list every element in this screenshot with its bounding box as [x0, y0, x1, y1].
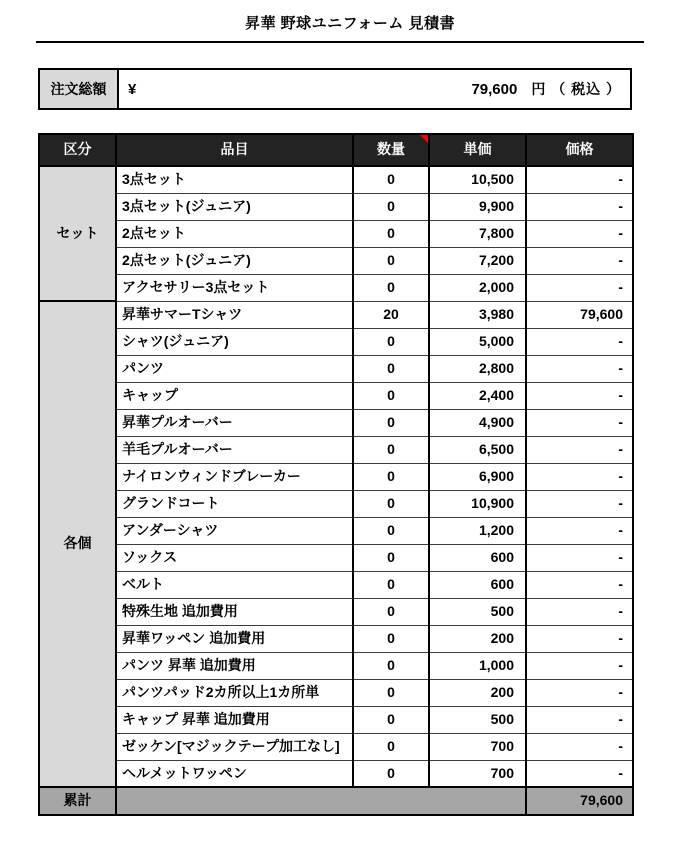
col-header-quantity[interactable]	[353, 134, 429, 166]
table-row	[39, 760, 633, 787]
item-name-cell: キャップ	[116, 382, 353, 409]
quantity-cell[interactable]: 0	[353, 706, 429, 733]
unit-price-cell: 200	[429, 625, 526, 652]
item-name-cell: ヘルメットワッペン	[116, 760, 353, 787]
item-name-cell: 2点セット(ジュニア)	[116, 247, 353, 274]
item-name-cell: 2点セット	[116, 220, 353, 247]
price-cell: -	[526, 517, 633, 544]
order-total-unit: 円 （ 税込 ）	[531, 81, 621, 97]
price-cell: -	[526, 382, 633, 409]
quantity-cell[interactable]: 0	[353, 247, 429, 274]
price-cell: -	[526, 571, 633, 598]
order-total-amount: 79,600	[471, 80, 518, 98]
order-total-value	[119, 70, 630, 108]
quantity-cell[interactable]: 0	[353, 166, 429, 193]
item-name-cell: 特殊生地 追加費用	[116, 598, 353, 625]
price-cell: 79,600	[526, 301, 633, 328]
category-cell: 各個	[39, 301, 116, 787]
unit-price-cell: 7,800	[429, 220, 526, 247]
price-cell: -	[526, 463, 633, 490]
quantity-cell[interactable]: 0	[353, 220, 429, 247]
price-cell: -	[526, 625, 633, 652]
price-cell: -	[526, 706, 633, 733]
page-title: 昇華 野球ユニフォーム 見積書	[244, 15, 456, 32]
unit-price-cell: 5,000	[429, 328, 526, 355]
quantity-cell[interactable]: 0	[353, 193, 429, 220]
quantity-cell[interactable]: 0	[353, 409, 429, 436]
item-name-cell: ゼッケン[マジックテープ加工なし]	[116, 733, 353, 760]
price-cell: -	[526, 220, 633, 247]
table-row	[39, 193, 633, 220]
quantity-cell[interactable]: 0	[353, 544, 429, 571]
table-row	[39, 517, 633, 544]
price-cell: -	[526, 247, 633, 274]
quantity-cell[interactable]: 0	[353, 355, 429, 382]
quantity-cell[interactable]: 0	[353, 328, 429, 355]
comment-indicator-icon	[420, 135, 428, 143]
item-name-cell: 昇華ワッペン 追加費用	[116, 625, 353, 652]
table-row	[39, 463, 633, 490]
col-header-item: 品目	[116, 134, 353, 166]
table-row	[39, 247, 633, 274]
table-row	[39, 490, 633, 517]
item-name-cell: シャツ(ジュニア)	[116, 328, 353, 355]
unit-price-cell: 3,980	[429, 301, 526, 328]
footer-total-cell: 79,600	[526, 787, 633, 815]
unit-price-cell: 9,900	[429, 193, 526, 220]
quantity-cell[interactable]: 0	[353, 625, 429, 652]
item-name-cell: 3点セット	[116, 166, 353, 193]
item-name-cell: アンダーシャツ	[116, 517, 353, 544]
unit-price-cell: 700	[429, 733, 526, 760]
item-name-cell: パンツパッド2カ所以上1カ所単	[116, 679, 353, 706]
quantity-cell[interactable]: 0	[353, 517, 429, 544]
estimate-table-body	[39, 166, 633, 787]
quantity-cell[interactable]: 0	[353, 652, 429, 679]
table-row	[39, 625, 633, 652]
table-row	[39, 706, 633, 733]
unit-price-cell: 500	[429, 706, 526, 733]
item-name-cell: ベルト	[116, 571, 353, 598]
price-cell: -	[526, 166, 633, 193]
table-row	[39, 598, 633, 625]
quantity-cell[interactable]: 0	[353, 598, 429, 625]
table-row	[39, 544, 633, 571]
unit-price-cell: 10,900	[429, 490, 526, 517]
table-row	[39, 301, 633, 328]
unit-price-cell: 700	[429, 760, 526, 787]
quantity-cell[interactable]: 0	[353, 760, 429, 787]
footer-label-cell: 累計	[39, 787, 116, 815]
unit-price-cell: 2,800	[429, 355, 526, 382]
table-row	[39, 328, 633, 355]
quantity-cell[interactable]: 0	[353, 571, 429, 598]
table-row	[39, 382, 633, 409]
price-cell: -	[526, 760, 633, 787]
col-header-price: 価格	[526, 134, 633, 166]
price-cell: -	[526, 733, 633, 760]
price-cell: -	[526, 328, 633, 355]
unit-price-cell: 7,200	[429, 247, 526, 274]
item-name-cell: ソックス	[116, 544, 353, 571]
unit-price-cell: 200	[429, 679, 526, 706]
table-row	[39, 733, 633, 760]
price-cell: -	[526, 355, 633, 382]
unit-price-cell: 6,900	[429, 463, 526, 490]
item-name-cell: 羊毛プルオーバー	[116, 436, 353, 463]
col-header-unit-price: 単価	[429, 134, 526, 166]
quantity-cell[interactable]: 20	[353, 301, 429, 328]
unit-price-cell: 1,200	[429, 517, 526, 544]
price-cell: -	[526, 193, 633, 220]
table-row	[39, 166, 633, 193]
unit-price-cell: 6,500	[429, 436, 526, 463]
col-header-category: 区分	[39, 134, 116, 166]
quantity-cell[interactable]: 0	[353, 679, 429, 706]
unit-price-cell: 600	[429, 544, 526, 571]
col-header-quantity-label: 数量	[377, 141, 405, 158]
quantity-cell[interactable]: 0	[353, 382, 429, 409]
item-name-cell: グランドコート	[116, 490, 353, 517]
price-cell: -	[526, 652, 633, 679]
table-row	[39, 409, 633, 436]
price-cell: -	[526, 436, 633, 463]
quantity-cell[interactable]: 0	[353, 490, 429, 517]
unit-price-cell: 2,400	[429, 382, 526, 409]
price-cell: -	[526, 274, 633, 301]
price-cell: -	[526, 490, 633, 517]
unit-price-cell: 600	[429, 571, 526, 598]
order-total-box	[38, 68, 632, 110]
item-name-cell: 3点セット(ジュニア)	[116, 193, 353, 220]
order-total-label: 注文総額	[40, 70, 119, 108]
item-name-cell: ナイロンウィンドブレーカー	[116, 463, 353, 490]
quantity-cell[interactable]: 0	[353, 463, 429, 490]
price-cell: -	[526, 679, 633, 706]
currency-symbol: ¥	[128, 80, 137, 98]
table-row	[39, 571, 633, 598]
table-row	[39, 274, 633, 301]
unit-price-cell: 4,900	[429, 409, 526, 436]
item-name-cell: アクセサリー3点セット	[116, 274, 353, 301]
quantity-cell[interactable]: 0	[353, 733, 429, 760]
quantity-cell[interactable]: 0	[353, 274, 429, 301]
category-cell: セット	[39, 166, 116, 301]
table-footer-row	[39, 787, 633, 815]
price-cell: -	[526, 598, 633, 625]
item-name-cell: パンツ 昇華 追加費用	[116, 652, 353, 679]
price-cell: -	[526, 409, 633, 436]
item-name-cell: 昇華プルオーバー	[116, 409, 353, 436]
quantity-cell[interactable]: 0	[353, 436, 429, 463]
unit-price-cell: 1,000	[429, 652, 526, 679]
table-header-row	[39, 134, 633, 166]
table-row	[39, 355, 633, 382]
table-row	[39, 679, 633, 706]
estimate-table	[38, 133, 634, 816]
item-name-cell: 昇華サマーTシャツ	[116, 301, 353, 328]
footer-spacer-cell	[116, 787, 526, 815]
unit-price-cell: 2,000	[429, 274, 526, 301]
title-underline	[36, 41, 644, 43]
price-cell: -	[526, 544, 633, 571]
unit-price-cell: 500	[429, 598, 526, 625]
unit-price-cell: 10,500	[429, 166, 526, 193]
table-row	[39, 220, 633, 247]
table-row	[39, 652, 633, 679]
item-name-cell: パンツ	[116, 355, 353, 382]
table-row	[39, 436, 633, 463]
item-name-cell: キャップ 昇華 追加費用	[116, 706, 353, 733]
